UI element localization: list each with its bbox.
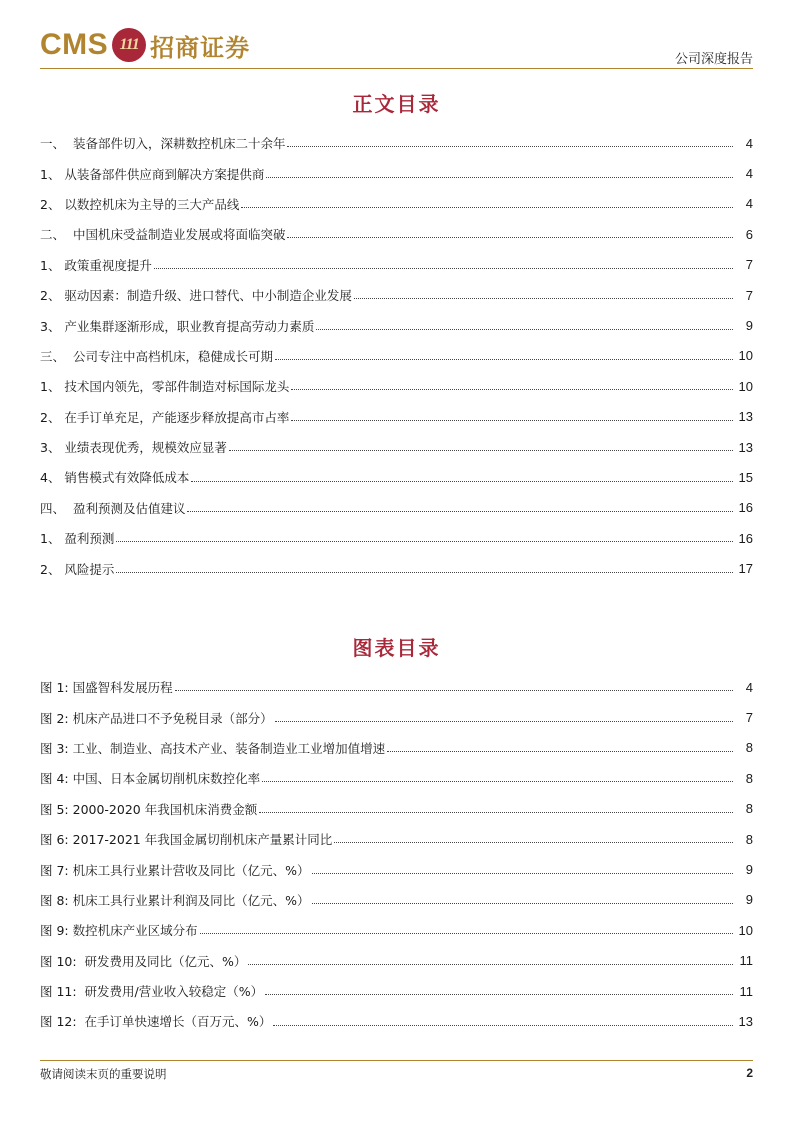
figure-entry[interactable] — [40, 946, 753, 976]
main-toc-title: 正文目录 — [352, 92, 441, 116]
dot-leader — [312, 885, 738, 915]
figure-entry-page: 9 — [745, 892, 753, 908]
toc-entry[interactable] — [40, 128, 753, 158]
figure-entry-page: 8 — [745, 801, 753, 817]
toc-entry[interactable] — [40, 158, 753, 188]
disclaimer-note: 敬请阅读末页的重要说明 — [40, 1067, 167, 1081]
report-type-label: 公司深度报告 — [674, 52, 753, 67]
toc-entry-label: 4、 销售模式有效降低成本 — [40, 470, 190, 486]
dot-leader — [265, 976, 737, 1006]
dot-leader — [187, 493, 737, 523]
dot-leader — [291, 402, 737, 432]
toc-entry-page: 4 — [745, 135, 753, 151]
dot-leader — [175, 672, 737, 702]
figure-entry[interactable] — [40, 794, 753, 824]
dot-leader — [312, 854, 738, 884]
dot-leader — [259, 794, 737, 824]
page-header — [40, 22, 753, 70]
toc-entry-label: 3、 业绩表现优秀，规模效应显著 — [40, 440, 227, 456]
toc-entry-page: 4 — [745, 196, 753, 212]
dot-leader — [275, 341, 737, 371]
toc-entry[interactable] — [40, 553, 753, 583]
toc-entry[interactable] — [40, 432, 753, 462]
figure-entry-page: 13 — [738, 1013, 753, 1029]
toc-entry-label: 3、 产业集群逐渐形成，职业教育提高劳动力素质 — [40, 318, 315, 334]
footer-divider — [40, 1060, 753, 1061]
toc-entry-page: 13 — [738, 439, 753, 455]
logo-emblem-icon — [112, 28, 146, 62]
dot-leader — [287, 219, 737, 249]
figure-entry[interactable] — [40, 854, 753, 884]
toc-entry-label: 一、 装备部件切入，深耕数控机床二十余年 — [40, 136, 286, 152]
toc-entry-page: 9 — [745, 318, 753, 334]
page-number: 2 — [746, 1066, 753, 1080]
header-divider — [40, 68, 753, 69]
toc-entry-page: 16 — [738, 530, 753, 546]
dot-leader — [266, 158, 737, 188]
main-toc-list — [40, 128, 753, 584]
figure-entry[interactable] — [40, 733, 753, 763]
figure-entry[interactable] — [40, 763, 753, 793]
toc-entry-label: 三、 公司专注中高档机床，稳健成长可期 — [40, 348, 273, 364]
figure-entry-label: 图 3: 工业、制造业、高技术产业、装备制造业工业增加值增速 — [40, 740, 386, 756]
toc-entry-label: 1、 盈利预测 — [40, 531, 115, 547]
toc-entry[interactable] — [40, 523, 753, 553]
toc-entry-label: 四、 盈利预测及估值建议 — [40, 500, 186, 516]
toc-entry[interactable] — [40, 219, 753, 249]
figure-entry-label: 图 2: 机床产品进口不予免税目录（部分） — [40, 710, 273, 726]
dot-leader — [354, 280, 737, 310]
toc-entry-label: 2、 风险提示 — [40, 561, 115, 577]
toc-entry-page: 4 — [745, 166, 753, 182]
dot-leader — [275, 702, 737, 732]
figure-entry-label: 图 12: 在手订单快速增长（百万元、%） — [40, 1014, 272, 1030]
figure-entry-label: 图 11: 研发费用/营业收入较稳定（%） — [40, 984, 264, 1000]
toc-entry-page: 13 — [738, 409, 753, 425]
toc-entry-page: 10 — [738, 378, 753, 394]
toc-entry[interactable] — [40, 371, 753, 401]
logo-latin-text: CMS — [40, 28, 109, 61]
dot-leader — [248, 946, 737, 976]
figure-entry-label: 图 6: 2017-2021 年我国金属切削机床产量累计同比 — [40, 832, 333, 848]
figure-entry-page: 8 — [745, 740, 753, 756]
figure-entry-page: 8 — [745, 831, 753, 847]
figure-entry[interactable] — [40, 976, 753, 1006]
dot-leader — [287, 128, 737, 158]
dot-leader — [116, 523, 737, 553]
figure-entry-page: 9 — [745, 862, 753, 878]
dot-leader — [273, 1006, 737, 1036]
dot-leader — [116, 553, 737, 583]
figure-entry[interactable] — [40, 1006, 753, 1036]
figure-entry-page: 7 — [745, 710, 753, 726]
dot-leader — [154, 250, 737, 280]
toc-entry-label: 2、 在手订单充足，产能逐步释放提高市占率 — [40, 409, 290, 425]
company-logo — [40, 26, 250, 64]
figure-entry-label: 图 10: 研发费用及同比（亿元、%） — [40, 953, 247, 969]
figure-toc-title: 图表目录 — [352, 636, 441, 660]
toc-entry-page: 10 — [738, 348, 753, 364]
dot-leader — [316, 310, 737, 340]
dot-leader — [387, 733, 737, 763]
toc-entry[interactable] — [40, 310, 753, 340]
toc-entry[interactable] — [40, 250, 753, 280]
figure-entry-page: 10 — [738, 922, 753, 938]
figure-entry-page: 11 — [739, 953, 753, 969]
figure-entry[interactable] — [40, 915, 753, 945]
figure-entry[interactable] — [40, 824, 753, 854]
toc-entry[interactable] — [40, 280, 753, 310]
figure-entry-page: 4 — [745, 679, 753, 695]
figure-entry[interactable] — [40, 885, 753, 915]
figure-entry-label: 图 8: 机床工具行业累计利润及同比（亿元、%） — [40, 892, 310, 908]
figure-entry-label: 图 7: 机床工具行业累计营收及同比（亿元、%） — [40, 862, 310, 878]
dot-leader — [191, 462, 737, 492]
toc-entry-label: 1、 政策重视度提升 — [40, 257, 152, 273]
dot-leader — [262, 763, 737, 793]
dot-leader — [229, 432, 737, 462]
figure-entry-label: 图 9: 数控机床产业区域分布 — [40, 923, 198, 939]
toc-entry[interactable] — [40, 189, 753, 219]
toc-entry[interactable] — [40, 493, 753, 523]
figure-entry-label: 图 4: 中国、日本金属切削机床数控化率 — [40, 771, 261, 787]
figure-entry-page: 11 — [739, 983, 753, 999]
logo-emblem-text: 111 — [119, 36, 139, 53]
toc-entry-page: 7 — [745, 287, 753, 303]
toc-entry-label: 1、 技术国内领先，零部件制造对标国际龙头 — [40, 379, 290, 395]
toc-entry[interactable] — [40, 462, 753, 492]
dot-leader — [291, 371, 737, 401]
dot-leader — [241, 189, 737, 219]
toc-entry[interactable] — [40, 341, 753, 371]
toc-entry-label: 2、 驱动因素：制造升级、进口替代、中小制造企业发展 — [40, 288, 352, 304]
figure-entry[interactable] — [40, 672, 753, 702]
dot-leader — [200, 915, 737, 945]
toc-entry-label: 二、 中国机床受益制造业发展或将面临突破 — [40, 227, 286, 243]
figure-entry[interactable] — [40, 702, 753, 732]
toc-entry-page: 17 — [738, 561, 753, 577]
toc-entry[interactable] — [40, 402, 753, 432]
toc-entry-page: 16 — [738, 500, 753, 516]
toc-entry-page: 6 — [745, 226, 753, 242]
figure-entry-page: 8 — [745, 770, 753, 786]
logo-chinese-text: 招商证券 — [150, 32, 251, 62]
toc-entry-page: 7 — [745, 257, 753, 273]
figure-entry-label: 图 1: 国盛智科发展历程 — [40, 680, 173, 696]
dot-leader — [334, 824, 737, 854]
toc-entry-page: 15 — [738, 469, 753, 485]
toc-entry-label: 2、 以数控机床为主导的三大产品线 — [40, 196, 240, 212]
figure-toc-list — [40, 672, 753, 1037]
figure-entry-label: 图 5: 2000-2020 年我国机床消费金额 — [40, 801, 258, 817]
toc-entry-label: 1、 从装备部件供应商到解决方案提供商 — [40, 166, 265, 182]
